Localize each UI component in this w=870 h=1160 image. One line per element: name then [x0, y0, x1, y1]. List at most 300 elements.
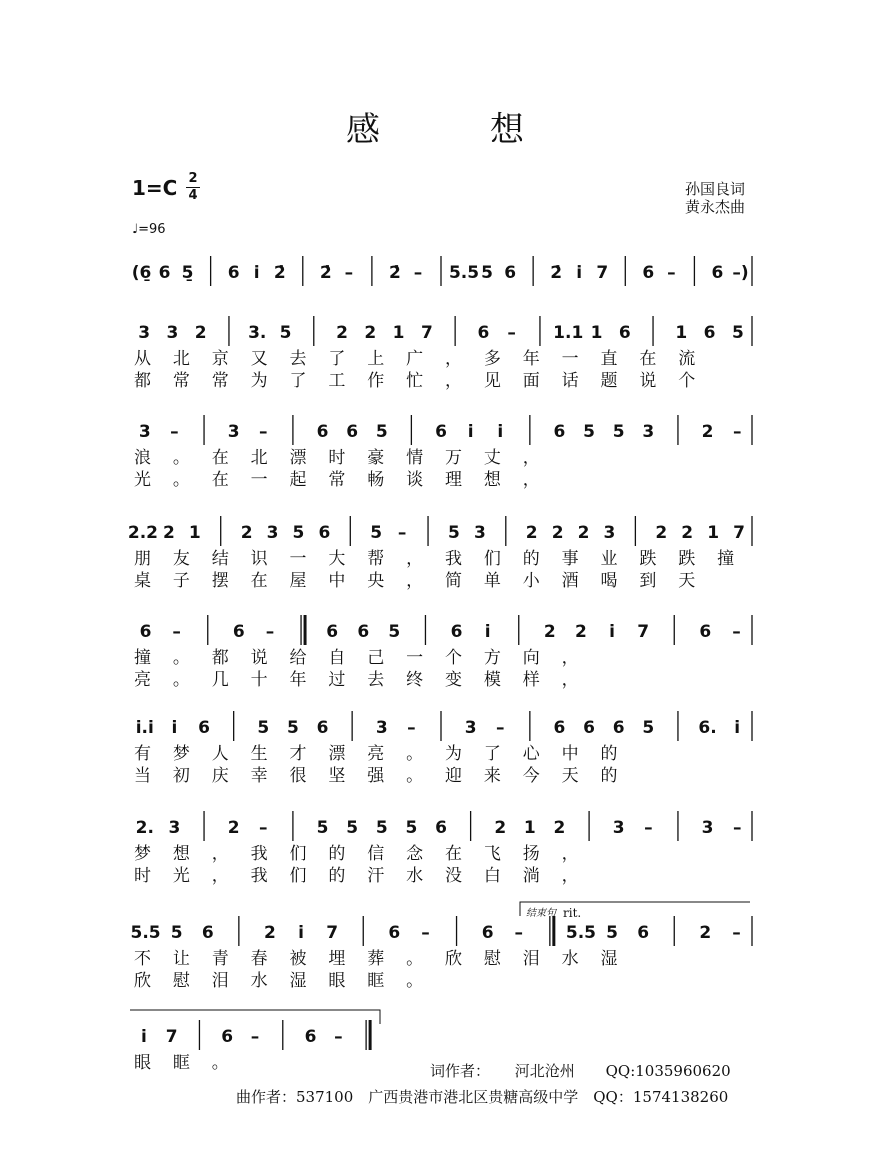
lyric-char: 想 [172, 844, 190, 864]
note: (6̱ [131, 263, 152, 283]
lyric-char: 青 [211, 949, 229, 969]
lyric-char: 畅 [367, 470, 385, 490]
note: 2 [577, 523, 590, 543]
lyric-char: 飞 [483, 844, 501, 864]
lyric-char: 桌 [134, 571, 151, 591]
note: 2.2 [127, 523, 159, 543]
note: 2 [655, 523, 668, 543]
lyric-char: 湿 [289, 971, 307, 991]
song-title: 感想 [346, 110, 634, 150]
note: 2 [543, 622, 556, 642]
note: 6 [435, 422, 447, 442]
note: i [609, 622, 615, 642]
note: – [259, 422, 268, 442]
note: 7 [420, 323, 433, 343]
lyric-char: 跌 [678, 549, 696, 569]
lyric-char: 欣 [445, 949, 462, 969]
lyric-char: 们 [289, 866, 307, 886]
note: 3 [464, 718, 477, 738]
lyric-char: 都 [211, 648, 229, 668]
lyric-char: 豪 [367, 448, 385, 468]
note: 6 [553, 422, 566, 442]
lyric-char: 亮 [134, 670, 151, 690]
lyric-char: 给 [289, 648, 307, 668]
note: 6 [316, 718, 329, 738]
lyric-char: 汗 [367, 866, 385, 886]
lyric-char: 工 [328, 371, 346, 391]
lyric-char: 喝 [600, 571, 618, 591]
lyric-char: 葬 [367, 949, 385, 969]
lyric-char: 时 [328, 448, 346, 468]
lyric-char: 慰 [172, 971, 190, 991]
note: 2 [264, 923, 276, 943]
note: 6 [227, 263, 240, 283]
note: 6 [326, 622, 339, 642]
note: 1 [590, 323, 603, 343]
lyric-char: 识 [250, 549, 268, 569]
note: 3. [248, 323, 267, 343]
ritardando-marking: rit. [563, 906, 582, 920]
lyric-char: 一 [561, 349, 579, 369]
note: 3 [603, 523, 616, 543]
lyric-char: 摆 [211, 571, 229, 591]
lyric-char: 都 [134, 371, 151, 391]
lyric-char: 话 [561, 371, 579, 391]
lyric-char: 光 [172, 866, 190, 886]
lyric-char: 眶 [172, 1053, 190, 1073]
ending-label: 结束句 [526, 908, 556, 919]
note: 6 [221, 1027, 234, 1047]
lyric-char: 丈 [483, 448, 501, 468]
note: 5 [606, 923, 618, 943]
lyric-char: 常 [211, 371, 229, 391]
tempo-value: =96 [138, 222, 166, 237]
note: 2 [525, 523, 538, 543]
lyric-char: 在 [211, 470, 229, 490]
lyric-char: 简 [445, 571, 462, 591]
lyric-char: 在 [639, 349, 657, 369]
lyric-char: 广 [406, 349, 424, 369]
note: – [732, 422, 742, 442]
lyric-char: 上 [367, 349, 385, 369]
lyric-char: 迎 [445, 766, 462, 786]
lyric-char: 面 [522, 371, 540, 391]
lyric-char: 欣 [134, 971, 151, 991]
lyric-char: 撞 [717, 549, 735, 569]
note: 5 [370, 523, 383, 543]
note: 5.5 [565, 923, 597, 943]
note: 2 [553, 818, 566, 838]
lyric-char: 酒 [561, 571, 579, 591]
note: 2 [162, 523, 175, 543]
lyric-char: 慰 [483, 949, 501, 969]
note: – [334, 1027, 343, 1047]
quarter-note-icon: ♩ [132, 222, 139, 237]
lyric-char: 年 [522, 349, 540, 369]
note: – [265, 622, 275, 642]
lyric-char: 子 [172, 571, 190, 591]
meter-bottom: 4 [188, 188, 198, 203]
lyric-char: ， [445, 371, 462, 391]
lyric-char: 眼 [328, 971, 346, 991]
note: 1 [707, 523, 720, 543]
note: – [172, 622, 181, 642]
lyric-char: 朋 [134, 549, 151, 569]
lyric-char: 我 [250, 844, 268, 864]
note: 7 [596, 263, 609, 283]
note: – [644, 818, 653, 838]
lyric-char: 白 [483, 866, 501, 886]
lyric-char: 理 [445, 470, 462, 490]
note: 2 [194, 323, 207, 343]
note: 2 [551, 523, 564, 543]
lyric-char: 作 [367, 371, 385, 391]
note: 5 [448, 523, 460, 543]
lyric-char: 漂 [289, 448, 307, 468]
note: 5 [405, 818, 418, 838]
lyric-char: 没 [445, 866, 462, 886]
note: 6 [201, 923, 214, 943]
lyric-char: 结 [211, 549, 229, 569]
lyric-char: 小 [522, 571, 540, 591]
note: 5 [583, 422, 596, 442]
composer-credit: 黄永杰曲 [684, 198, 745, 216]
note: 5 [731, 323, 744, 343]
lyric-char: 一 [250, 470, 268, 490]
lyric-char: 从 [134, 349, 151, 369]
lyric-char: 情 [406, 448, 424, 468]
lyric-char: 今 [522, 766, 540, 786]
note: 2 [240, 523, 253, 543]
note: 5 [279, 323, 292, 343]
lyric-char: 我 [445, 549, 462, 569]
lyric-char: 央 [367, 571, 385, 591]
lyric-char: 在 [250, 571, 268, 591]
lyric-char: 一 [406, 648, 424, 668]
note: 6 [232, 622, 245, 642]
lyric-char: 十 [250, 670, 268, 690]
lyric-char: 大 [328, 549, 346, 569]
note: 2 [681, 523, 694, 543]
note: 2̇ [550, 263, 563, 283]
note: 5.5 [448, 263, 480, 283]
lyric-char: 坚 [328, 766, 346, 786]
note: 3 [168, 818, 181, 838]
note: 7 [733, 523, 745, 543]
note: 1 [523, 818, 536, 838]
note: – [397, 523, 407, 543]
lyric-char: 说 [639, 371, 657, 391]
note: 5 [375, 818, 388, 838]
lyric-char: 说 [250, 648, 268, 668]
note: 5 [481, 263, 493, 283]
note: 6 [316, 422, 329, 442]
note: – [413, 263, 423, 283]
note: 5 [346, 818, 359, 838]
lyric-char: 个 [678, 371, 696, 391]
lyric-char: 年 [289, 670, 307, 690]
lyric-char: 跌 [639, 549, 657, 569]
note: 7 [637, 622, 650, 642]
note: 6 [553, 718, 566, 738]
lyric-char: 了 [328, 349, 346, 369]
note: – [507, 323, 516, 343]
lyric-char: 了 [483, 744, 501, 764]
note: – [421, 923, 430, 943]
lyric-char: 在 [445, 844, 462, 864]
lyric-char: 业 [600, 549, 618, 569]
lyric-char: 自 [328, 648, 346, 668]
note: 6 [642, 263, 655, 283]
note: i [298, 923, 304, 943]
note: – [495, 718, 505, 738]
note: 3 [642, 422, 655, 442]
note: 2 [364, 323, 377, 343]
lyric-char: 事 [561, 549, 579, 569]
note: 6 [699, 622, 712, 642]
lyric-char: 去 [289, 349, 307, 369]
lyricist-info-qq: QQ:1035960620 [605, 1062, 731, 1080]
lyric-char: 北 [250, 448, 268, 468]
note: 3 [701, 818, 714, 838]
lyric-char: 见 [483, 371, 501, 391]
note: 6 [388, 923, 401, 943]
note: 5 [375, 422, 388, 442]
note: i [467, 422, 474, 442]
note: 6 [450, 622, 463, 642]
note: 5 [292, 523, 305, 543]
lyric-char: 天 [678, 571, 696, 591]
note: 2. [135, 818, 154, 838]
lyric-char: 京 [211, 349, 229, 369]
note: 5 [170, 923, 183, 943]
lyric-char: 多 [483, 349, 501, 369]
note: – [344, 263, 354, 283]
lyric-char: 题 [600, 371, 618, 391]
note: i [734, 718, 741, 738]
lyric-char: 常 [172, 371, 190, 391]
lyric-char: 的 [328, 844, 346, 864]
lyric-char: ， [406, 571, 424, 591]
note: 5 [286, 718, 299, 738]
lyric-char: 心 [522, 744, 540, 764]
note: 6 [711, 263, 724, 283]
note: 3 [166, 323, 179, 343]
lyric-char: 个 [445, 648, 462, 668]
note: 6 [703, 323, 716, 343]
note: – [732, 622, 741, 642]
lyric-char: 帮 [367, 549, 385, 569]
note: 2 [336, 323, 348, 343]
lyric-char: 来 [483, 766, 501, 786]
note: 7 [165, 1027, 178, 1047]
lyric-char: 为 [445, 744, 462, 764]
lyric-char: ， [445, 349, 462, 369]
note: i.i [135, 718, 154, 738]
note: 3 [138, 422, 151, 442]
lyric-char: 单 [483, 571, 501, 591]
note: 6. [698, 718, 717, 738]
note: – [667, 263, 676, 283]
lyric-char: 湿 [600, 949, 618, 969]
lyric-char: 了 [289, 371, 307, 391]
lyric-char: 谈 [406, 470, 424, 490]
lyric-char: 被 [289, 949, 307, 969]
lyric-char: 信 [367, 844, 385, 864]
note: 6 [481, 923, 494, 943]
lyric-char: 。 [172, 470, 190, 490]
lyric-char: 天 [561, 766, 579, 786]
note: 7 [326, 923, 339, 943]
note: i̇ [576, 263, 583, 283]
note: 3 [473, 523, 486, 543]
lyric-char: 埋 [328, 949, 346, 969]
note: 2 [227, 818, 240, 838]
note: 1.1 [553, 323, 584, 343]
lyric-char: 很 [289, 766, 307, 786]
note: 1 [392, 323, 405, 343]
note: i̇ [253, 263, 260, 283]
note: 5.5 [130, 923, 161, 943]
lyric-char: 光 [134, 470, 151, 490]
lyric-char: 向 [522, 648, 540, 668]
lyric-char: 念 [406, 844, 424, 864]
lyric-char: 起 [289, 470, 307, 490]
lyric-char: 让 [172, 949, 190, 969]
note: 3 [375, 718, 388, 738]
note: 6 [318, 523, 331, 543]
lyric-char: 扬 [522, 844, 540, 864]
note: – [732, 923, 741, 943]
note: 6 [139, 622, 152, 642]
note: 6 [158, 263, 171, 283]
lyric-char: 。 [406, 971, 424, 991]
lyric-char: 浪 [134, 448, 151, 468]
lyric-char: 中 [328, 571, 346, 591]
lyric-char: ， [522, 448, 540, 468]
note: – [259, 818, 268, 838]
note: 3 [138, 323, 151, 343]
lyric-char: 泪 [522, 949, 540, 969]
lyric-char: 水 [561, 949, 579, 969]
lyric-char: 北 [172, 349, 190, 369]
note: i [171, 718, 178, 738]
lyric-char: 模 [483, 670, 501, 690]
lyric-char: 淌 [522, 866, 540, 886]
key-signature: 1=C [132, 176, 178, 200]
lyric-char: 。 [211, 1053, 229, 1073]
lyric-char: 漂 [328, 744, 346, 764]
lyric-char: 。 [172, 648, 190, 668]
note: 2 [701, 422, 714, 442]
note: 6 [477, 323, 490, 343]
lyric-char: 亮 [367, 744, 385, 764]
note: 6 [583, 718, 596, 738]
note: –) [732, 263, 749, 283]
lyric-char: 己 [367, 648, 385, 668]
note: 5 [388, 622, 401, 642]
lyric-char: 时 [134, 866, 151, 886]
lyric-char: 为 [250, 371, 268, 391]
note: 5 [316, 818, 329, 838]
lyric-char: 的 [600, 744, 618, 764]
composer-info: 曲作者：537100 广西贵港市港北区贵糖高级中学 QQ：1574138260 [236, 1088, 729, 1106]
note: i [140, 1027, 147, 1047]
lyric-char: 方 [483, 648, 501, 668]
lyric-char: 流 [678, 349, 696, 369]
note: 5 [257, 718, 270, 738]
lyric-char: 友 [172, 549, 190, 569]
note: 6 [612, 718, 625, 738]
lyric-char: 。 [172, 448, 190, 468]
lyric-char: 有 [134, 744, 151, 764]
lyric-char: ， [561, 844, 579, 864]
lyric-char: 们 [289, 844, 307, 864]
note: 5 [612, 422, 625, 442]
note: 1 [188, 523, 201, 543]
lyric-char: 幸 [250, 766, 268, 786]
note: 2̇ [319, 263, 332, 283]
note: 2 [575, 622, 587, 642]
lyric-char: 中 [561, 744, 579, 764]
lyric-char: 的 [600, 766, 618, 786]
lyric-char: ， [211, 866, 229, 886]
lyric-char: 变 [445, 670, 462, 690]
lyric-char: 水 [250, 971, 268, 991]
lyric-char: 们 [483, 549, 501, 569]
lyric-char: 庆 [211, 766, 229, 786]
lyric-char: 去 [367, 670, 385, 690]
lyric-char: 人 [211, 744, 229, 764]
note: 1 [675, 323, 688, 343]
lyric-char: ， [561, 670, 579, 690]
note: 2 [494, 818, 507, 838]
lyric-char: 想 [483, 470, 501, 490]
lyricist-info-place: 河北沧州 [514, 1062, 575, 1080]
lyricist-info [430, 1060, 731, 1081]
note: 2 [699, 923, 712, 943]
lyric-char: 眼 [134, 1053, 151, 1073]
note: 2̇ [389, 263, 401, 283]
note: 6 [504, 263, 517, 283]
note: 2̇ [273, 263, 286, 283]
lyric-char: 才 [289, 744, 307, 764]
lyric-char: 生 [250, 744, 268, 764]
lyricist-info-label: 词作者： [430, 1062, 491, 1080]
note: 6 [618, 323, 631, 343]
lyric-char: ， [561, 866, 579, 886]
note: 6 [304, 1027, 317, 1047]
lyric-char: 的 [522, 549, 540, 569]
lyric-char: 初 [172, 766, 190, 786]
lyric-char: ， [522, 470, 540, 490]
coda-bracket [130, 1010, 380, 1024]
lyric-char: 当 [134, 766, 151, 786]
lyric-char: 到 [639, 571, 657, 591]
note: 3 [227, 422, 240, 442]
lyric-char: 强 [367, 766, 385, 786]
lyric-char: 样 [522, 670, 540, 690]
lyric-char: 直 [600, 349, 618, 369]
lyric-char: 梦 [172, 744, 190, 764]
meter-top: 2 [188, 171, 198, 186]
lyric-char: 。 [406, 744, 424, 764]
lyric-char: 水 [406, 866, 424, 886]
lyric-char: 一 [289, 549, 307, 569]
lyric-char: 泪 [211, 971, 229, 991]
lyric-char: 眶 [367, 971, 385, 991]
lyric-char: 。 [406, 949, 424, 969]
